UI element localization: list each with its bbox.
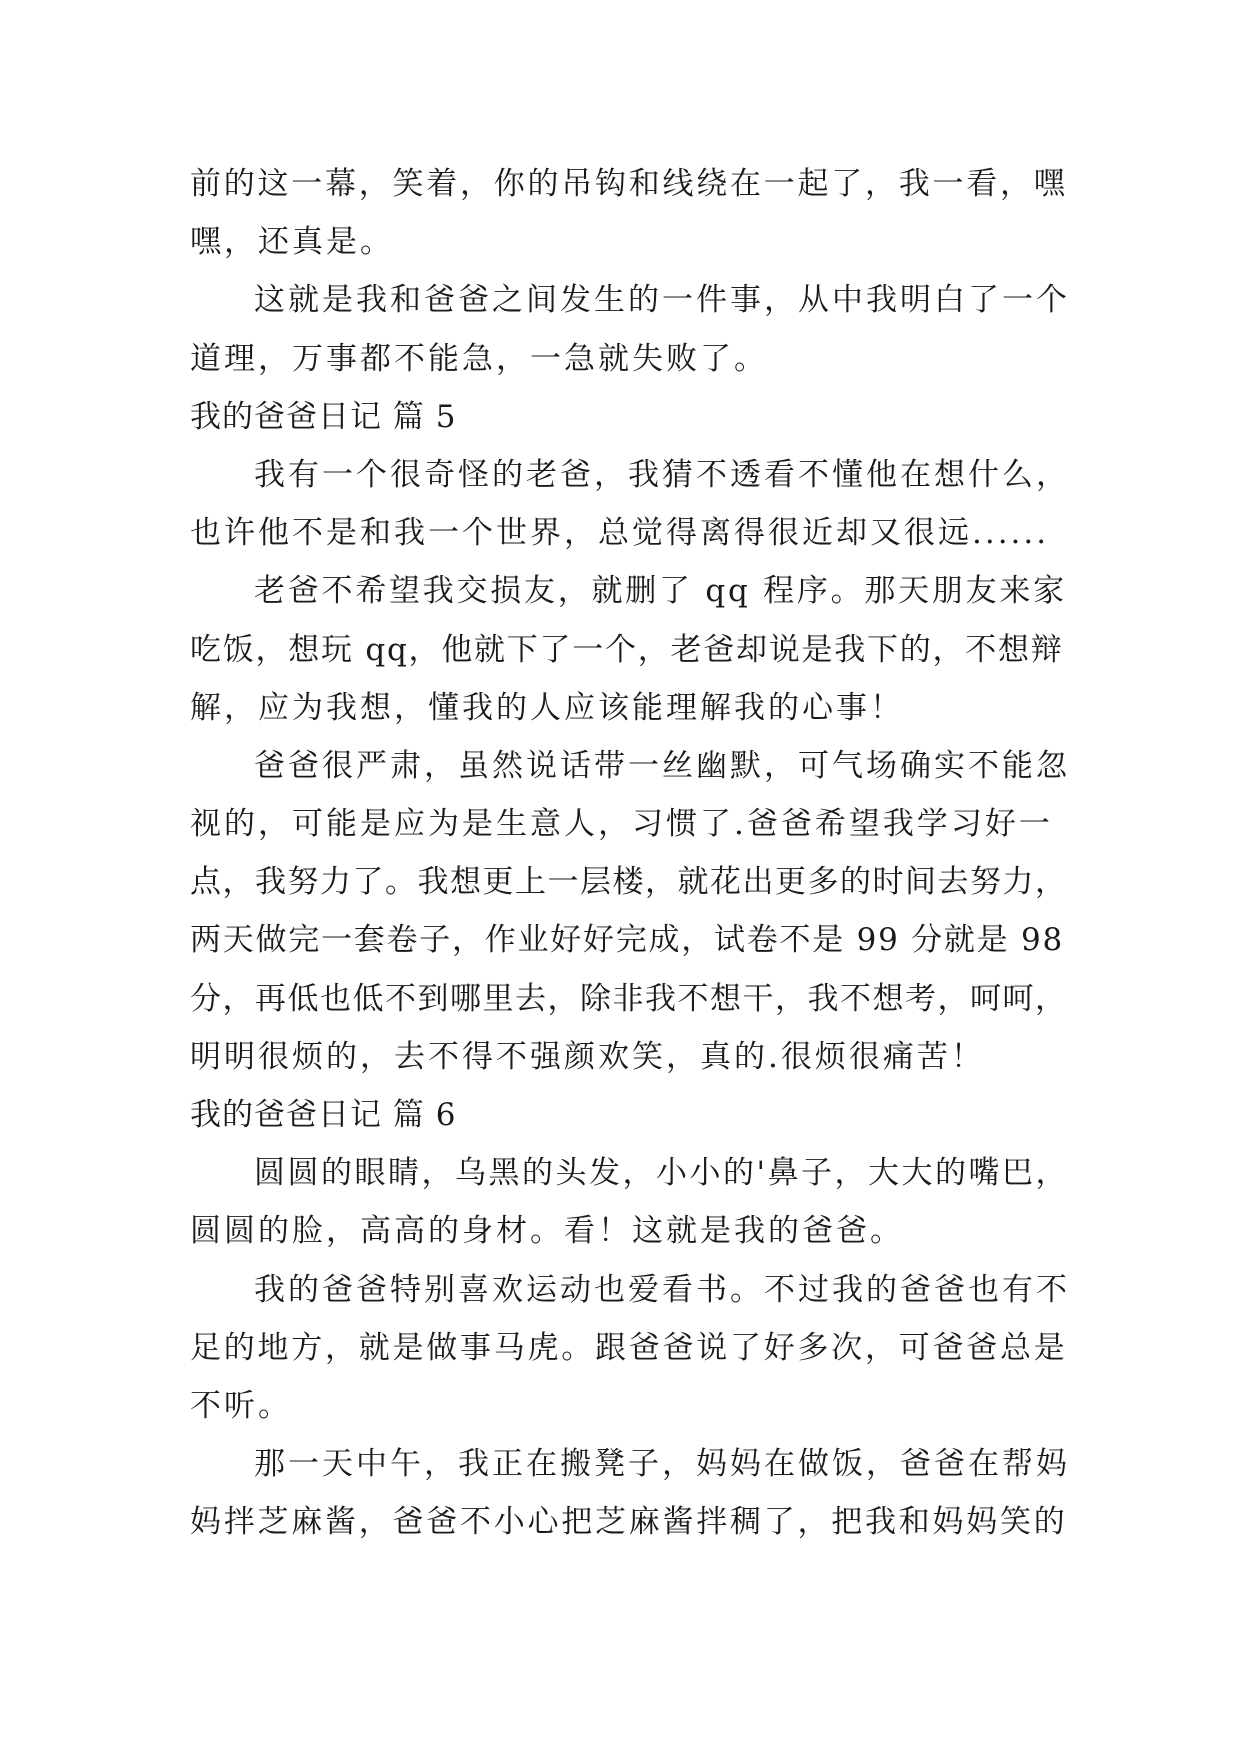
paragraph-start-line: 我的爸爸特别喜欢运动也爱看书。不过我的爸爸也有不	[254, 1271, 1070, 1308]
paragraph-start-line: 这就是我和爸爸之间发生的一件事，从中我明白了一个	[254, 282, 1070, 319]
paragraph-start-line: 爸爸很严肃，虽然说话带一丝幽默，可气场确实不能忽	[254, 747, 1070, 784]
paragraph-start-line: 我有一个很奇怪的老爸，我猜不透看不懂他在想什么，	[254, 456, 1070, 493]
text-line: 视的，可能是应为是生意人，习惯了.爸爸希望我学习好一	[190, 806, 1053, 843]
text-line: 也许他不是和我一个世界，总觉得离得很近却又很远......	[190, 515, 1050, 552]
paragraph-start-line: 那一天中午，我正在搬凳子，妈妈在做饭，爸爸在帮妈	[254, 1446, 1070, 1483]
text-line: 前的这一幕，笑着，你的吊钩和线绕在一起了，我一看，嘿	[190, 166, 1068, 202]
text-line: 点，我努力了。我想更上一层楼，就花出更多的时间去努力，	[190, 864, 1068, 901]
text-line: 明明很烦的，去不得不强颜欢笑，真的.很烦很痛苦！	[190, 1038, 985, 1075]
paragraph-start-line: 老爸不希望我交损友，就删了 qq 程序。那天朋友来家	[254, 573, 1067, 610]
text-line: 解，应为我想，懂我的人应该能理解我的心事！	[190, 689, 904, 726]
document-body	[190, 155, 1070, 1552]
text-line: 足的地方，就是做事马虎。跟爸爸说了好多次，可爸爸总是	[190, 1329, 1068, 1366]
text-line: 嘿，还真是。	[190, 224, 394, 261]
paragraph-start-line: 圆圆的眼睛，乌黑的头发，小小的'鼻子，大大的嘴巴，	[254, 1155, 1070, 1192]
text-line: 两天做完一套卷子，作业好好完成，试卷不是 99 分就是 98	[190, 922, 1064, 959]
text-line: 道理，万事都不能急，一急就失败了。	[190, 340, 768, 377]
text-line: 妈拌芝麻酱，爸爸不小心把芝麻酱拌稠了，把我和妈妈笑的	[190, 1504, 1068, 1541]
text-line: 圆圆的脸，高高的身材。看！这就是我的爸爸。	[190, 1213, 904, 1250]
section-heading-6: 我的爸爸日记 篇 6	[190, 1097, 457, 1133]
text-line: 分，再低也低不到哪里去，除非我不想干，我不想考，呵呵，	[190, 980, 1068, 1017]
section-heading-5: 我的爸爸日记 篇 5	[190, 398, 457, 435]
text-line: 不听。	[190, 1387, 292, 1424]
text-line: 吃饭，想玩 qq，他就下了一个，老爸却说是我下的，不想辩	[190, 631, 1064, 668]
